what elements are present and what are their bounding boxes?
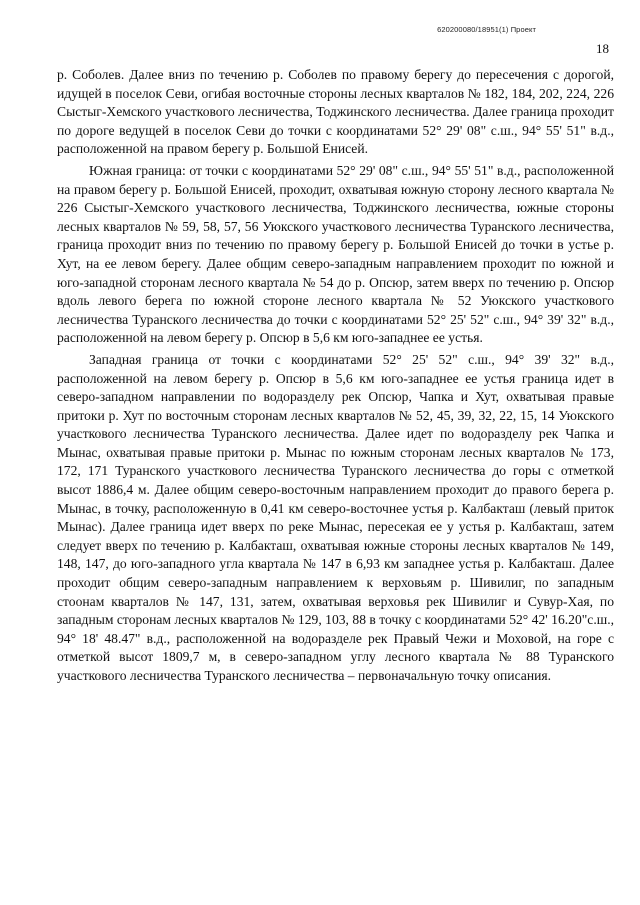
paragraph-continuation: р. Соболев. Далее вниз по течению р. Соболев по правому берегу до пересечения с дорогой, идущей в поселок Севи, огибая восточные стороны лесных кварталов № 182, 184, 202, 224, 226 Сыстыг-Хемского участкового лесничества, Тоджинского лесничества. Далее граница проходит по дороге ведущей в поселок Севи до точки с координатами 52° 29' 08" с.ш., 94° 55' 51" в.д., расположенной на правом берегу р. Большой Енисей. — [57, 67, 614, 157]
document-id: 620200080/18951(1) Проект — [437, 25, 536, 34]
paragraph-western-boundary: Западная граница от точки с координатами 52° 25' 52" с.ш., 94° 39' 32" в.д., расположенной на левом берегу р. Опсюр в 5,6 км юго-западнее ее устья граница идет в северо-западном направлении по водоразделу рек Опсюр, Чапка и Хут, охватывая правые притоки р. Хут по восточным сторонам лесных кварталов № 52, 45, 39, 32, 22, 15, 14 Уюкского участкового лесничества Туранского лесничества. Далее идет по водоразделу рек Чапка и Мынас, охватывая правые притоки р. Мынас по южным сторонам лесных кварталов № 173, 172, 171 Туранского участкового лесничества Туранского лесничества до горы с отметкой высот 1886,4 м. Далее общим северо-восточным направлением проходит до правого берега р. Мынас, в точку, расположенную в 0,41 км северо-восточнее устья р. Калбакташ (левый приток Мынас). Далее граница идет вверх по реке Мынас, пересекая ее у устья р. Калбакташ, затем следует вверх по течению р. Калбакташ, охватывая южные стороны лесных кварталов № 149, 148, 147, до юго-западного угла квартала № 147 в 6,93 км западнее устья р. Калбакташ. Далее проходит общим северо-западным направлением к верховьям р. Шивилиг, по западным стоонам кварталов № 147, 131, затем, охватывая верховья рек Шивилиг и Сувур-Хая, по западным сторонам лесных кварталов № 129, 103, 88 в точку с координатами 52° 42' 16.20"с.ш., 94° 18' 48.47" в.д., расположенной на водоразделе рек Правый Чежи и Моховой, на горе с отметкой высот 1809,7 м, в северо-западном углу лесного квартала № 88 Туранского участкового лесничества Туранского лесничества – первоначальную точку описания. — [57, 351, 614, 683]
paragraph-southern-boundary: Южная граница: от точки с координатами 52° 29' 08" с.ш., 94° 55' 51" в.д., расположенной на правом берегу р. Большой Енисей, проходит, охватывая южную сторону лесного квартала № 226 Сыстыг-Хемского участкового лесничества, Тоджинского лесничества, южные стороны лесных кварталов № 59, 58, 57, 56 Уюкского участкового лесничества Туранского лесничества, граница проходит вниз по течению по правому берегу р. Большой Енисей до точки в устье р. Хут, на ее левом берегу. Далее общим северо-западным направлением проходит по южной и юго-западной сторонам лесного квартала № 54 до р. Опсюр, затем вверх по течению р. Опсюр вдоль левого берега по южной стороне лесного квартала № 52 Уюкского участкового лесничества Туранского лесничества до точки с координатами 52° 25' 52" с.ш., 94° 39' 32" в.д., расположенной на левом берегу р. Опсюр в 5,6 км юго-западнее ее устья. — [57, 162, 614, 346]
document-body — [57, 66, 614, 689]
page-number: 18 — [596, 41, 609, 56]
